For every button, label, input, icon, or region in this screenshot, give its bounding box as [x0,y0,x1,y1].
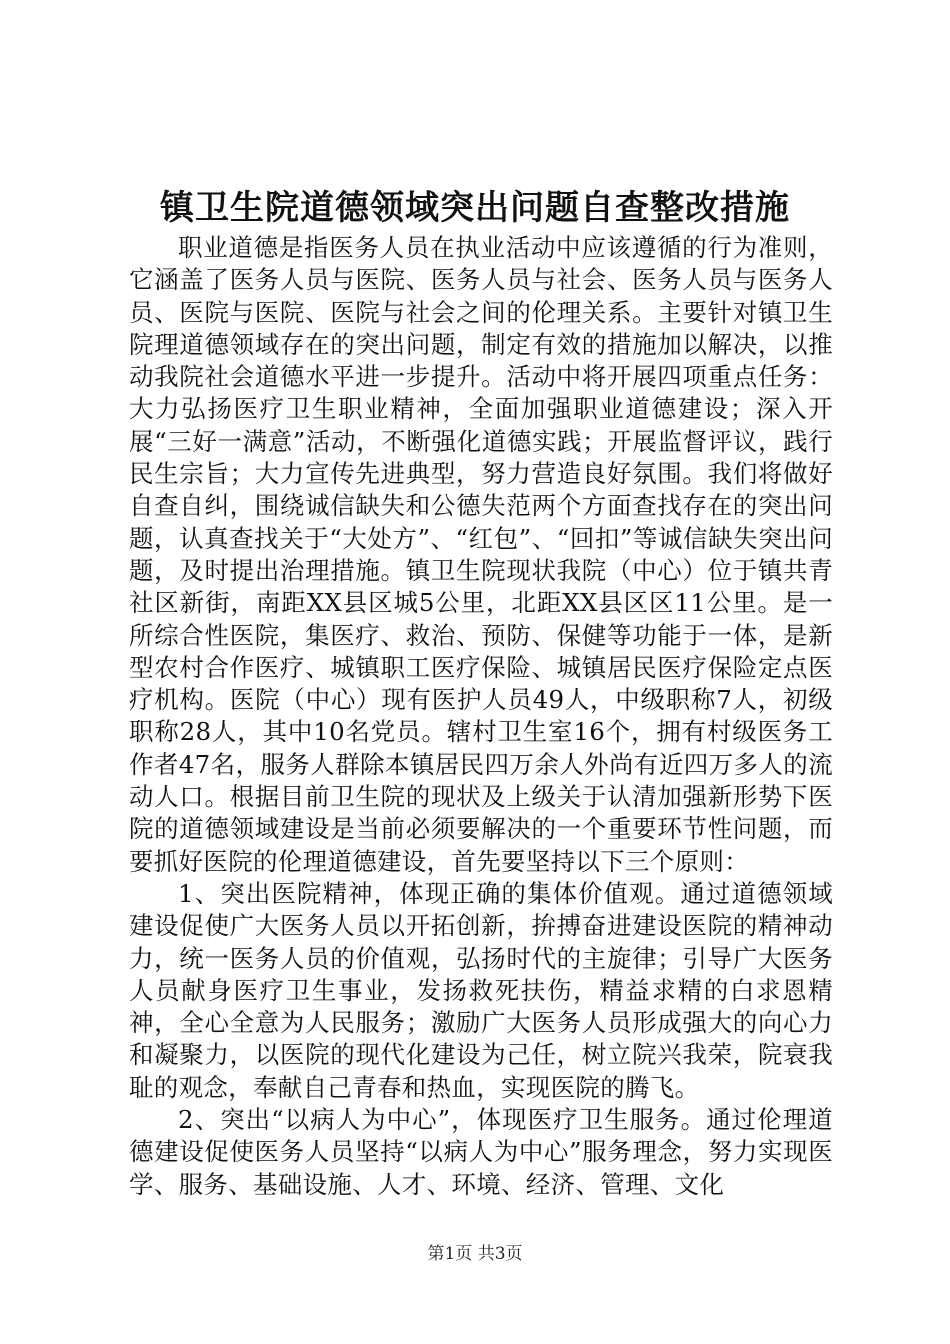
document-title: 镇卫生院道德领域突出问题自查整改措施 [160,188,790,228]
paragraph-intro: 职业道德是指医务人员在执业活动中应该遵循的行为准则，它涵盖了医务人员与医院、医务人员与社会、医务人员与医务人员、医院与医院、医院与社会之间的伦理关系。主要针对镇卫生院理道德领域存在的突出问题，制定有效的措施加以解决，以推动我院社会道德水平进一步提升。活动中将开展四项重点任务：大力弘扬医疗卫生职业精神，全面加强职业道德建设；深入开展“三好一满意”活动，不断强化道德实践；开展监督评议，践行民生宗旨；大力宣传先进典型，努力营造良好氛围。我们将做好自查自纠，围绕诚信缺失和公德失范两个方面查找存在的突出问题，认真查找关于“大处方”、“红包”、“回扣”等诚信缺失突出问题，及时提出治理措施。镇卫生院现状我院（中心）位于镇共青社区新街，南距XX县区城5公里，北距XX县区区11公里。是一所综合性医院，集医疗、救治、预防、保健等功能于一体，是新型农村合作医疗、城镇职工医疗保险、城镇居民医疗保险定点医疗机构。医院（中心）现有医护人员49人，中级职称7人，初级职称28人，其中10名党员。辖村卫生室16个，拥有村级医务工作者47名，服务人群除本镇居民四万余人外尚有近四万多人的流动人口。根据目前卫生院的现状及上级关于认清加强新形势下医院的道德领域建设是当前必须要解决的一个重要环节性问题，而要抓好医院的伦理道德建设，首先要坚持以下三个原则： [129,233,833,876]
paragraph-principle-2: 2、突出“以病人为中心”，体现医疗卫生服务。通过伦理道德建设促使医务人员坚持“以病人为中心”服务理念，努力实现医学、服务、基础设施、人才、环境、经济、管理、文化 [129,1105,833,1199]
paragraph-principle-1: 1、突出医院精神，体现正确的集体价值观。通过道德领域建设促使广大医务人员以开拓创新，拚搏奋进建设医院的精神动力，统一医务人员的价值观，弘扬时代的主旋律；引导广大医务人员献身医疗卫生事业，发扬救死扶伤，精益求精的白求恩精神，全心全意为人民服务；激励广大医务人员形成强大的向心力和凝聚力，以医院的现代化建设为己任，树立院兴我荣，院衰我耻的观念，奉献自己青春和热血，实现医院的腾飞。 [129,878,833,1102]
document-body [129,232,833,1201]
page-footer: 第1页 共3页 [427,1244,523,1264]
